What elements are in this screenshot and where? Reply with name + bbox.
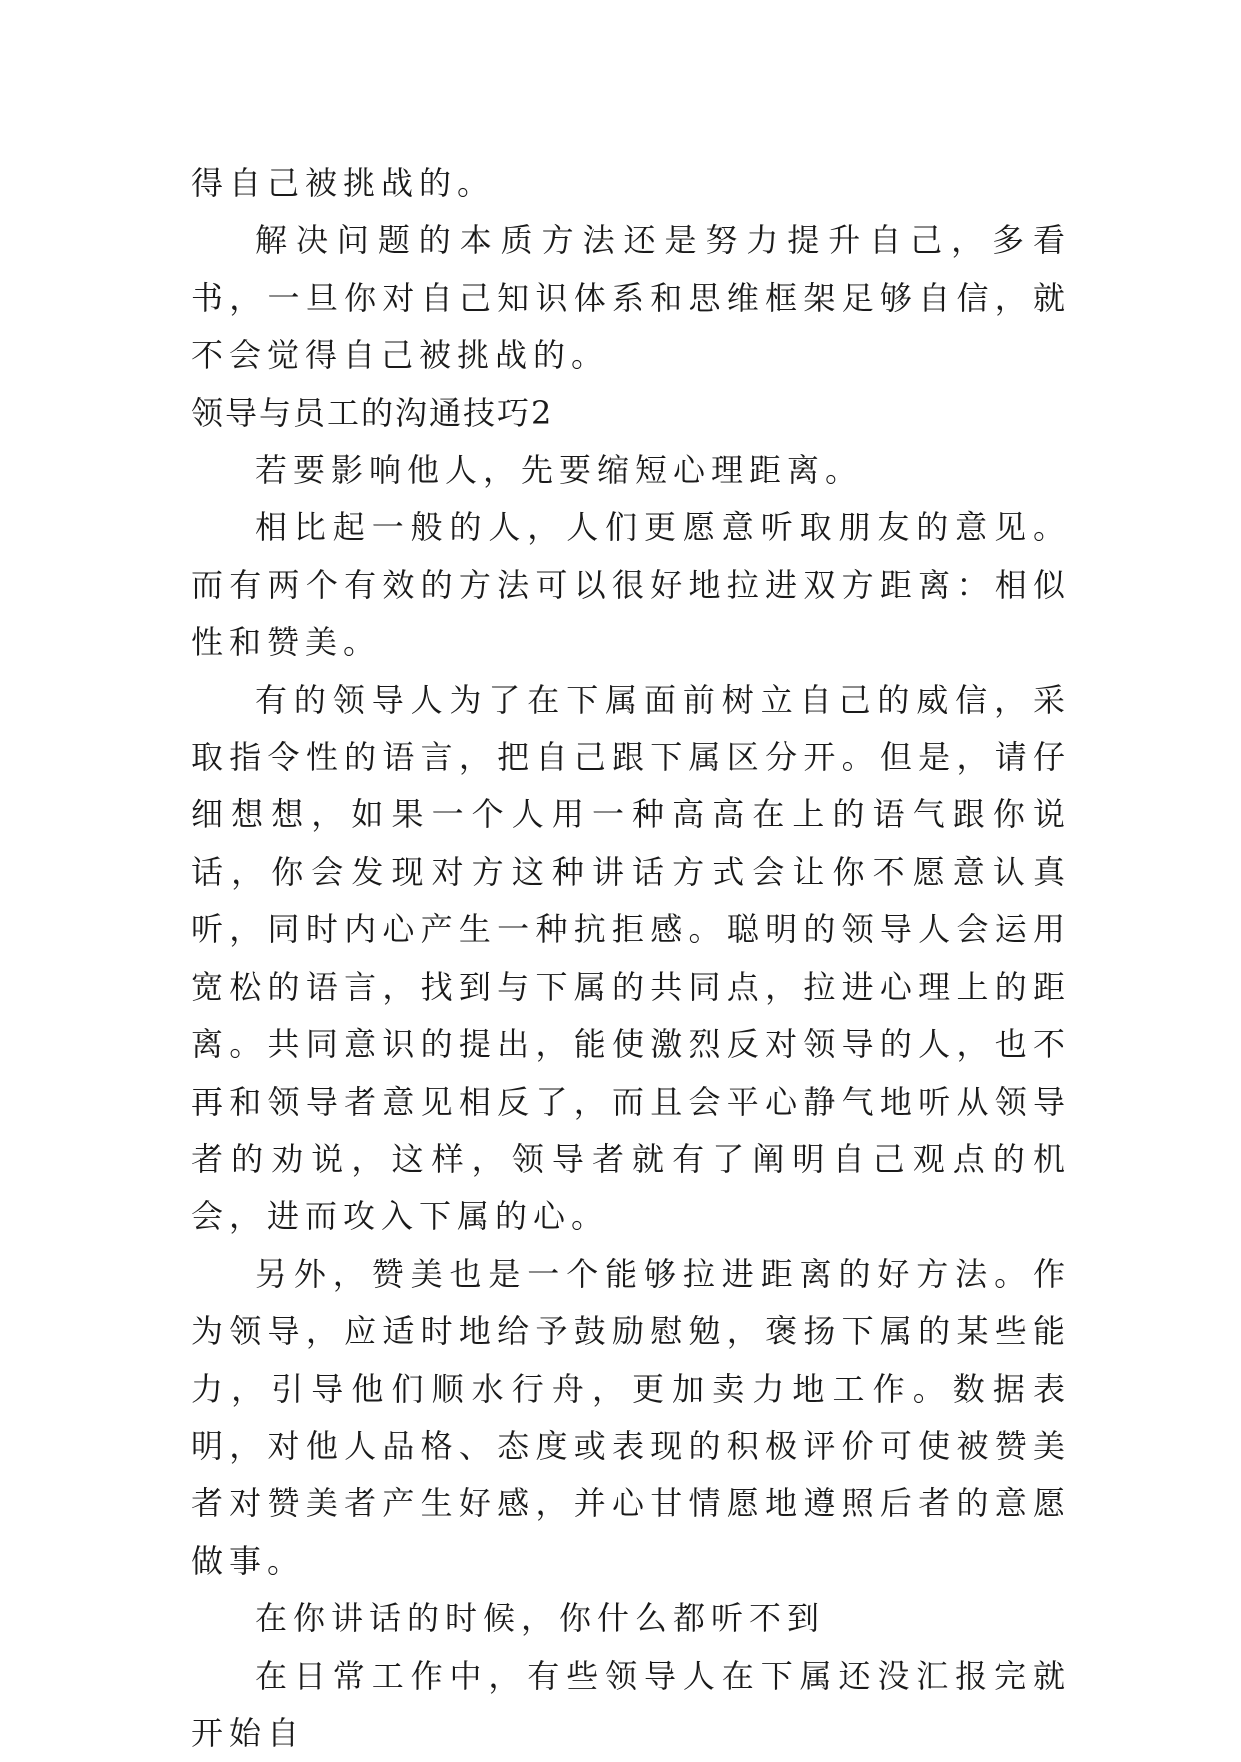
paragraph-solution: 解决问题的本质方法还是努力提升自己，多看书，一旦你对自己知识体系和思维框架足够自信，就不会觉得自己被挑战的。 [191, 221, 1071, 375]
paragraph-influence: 若要影响他人，先要缩短心理距离。 [255, 451, 864, 490]
paragraph-daily-work: 在日常工作中，有些领导人在下属还没汇报完就开始自 [191, 1656, 1071, 1752]
paragraph-continuation: 得自己被挑战的。 [191, 164, 496, 202]
section-heading: 领导与员工的沟通技巧2 [191, 393, 554, 432]
paragraph-leader-language: 有的领导人为了在下属面前树立自己的威信，采取指令性的语言，把自己跟下属区分开。但是，请仔细想想，如果一个人用一种高高在上的语气跟你说话，你会发现对方这种讲话方式会让你不愿意认真听，同时内心产生一种抗拒感。聪明的领导人会运用宽松的语言，找到与下属的共同点，拉进心理上的距离。共同意识的提出，能使激烈反对领导的人，也不再和领导者意见相反了，而且会平心静气地听从领导者的劝说，这样，领导者就有了阐明自己观点的机会，进而攻入下属的心。 [191, 680, 1071, 1236]
paragraph-subheading-listening: 在你讲话的时候，你什么都听不到 [255, 1599, 826, 1638]
paragraph-praise: 另外，赞美也是一个能够拉进距离的好方法。作为领导，应适时地给予鼓励慰勉，褒扬下属的某些能力，引导他们顺水行舟，更加卖力地工作。数据表明，对他人品格、态度或表现的积极评价可使被赞美者对赞美者产生好感，并心甘情愿地遵照后者的意愿做事。 [191, 1254, 1071, 1580]
document-body [191, 155, 1071, 1762]
paragraph-friends-opinion: 相比起一般的人，人们更愿意听取朋友的意见。而有两个有效的方法可以很好地拉进双方距离：相似性和赞美。 [191, 508, 1071, 662]
